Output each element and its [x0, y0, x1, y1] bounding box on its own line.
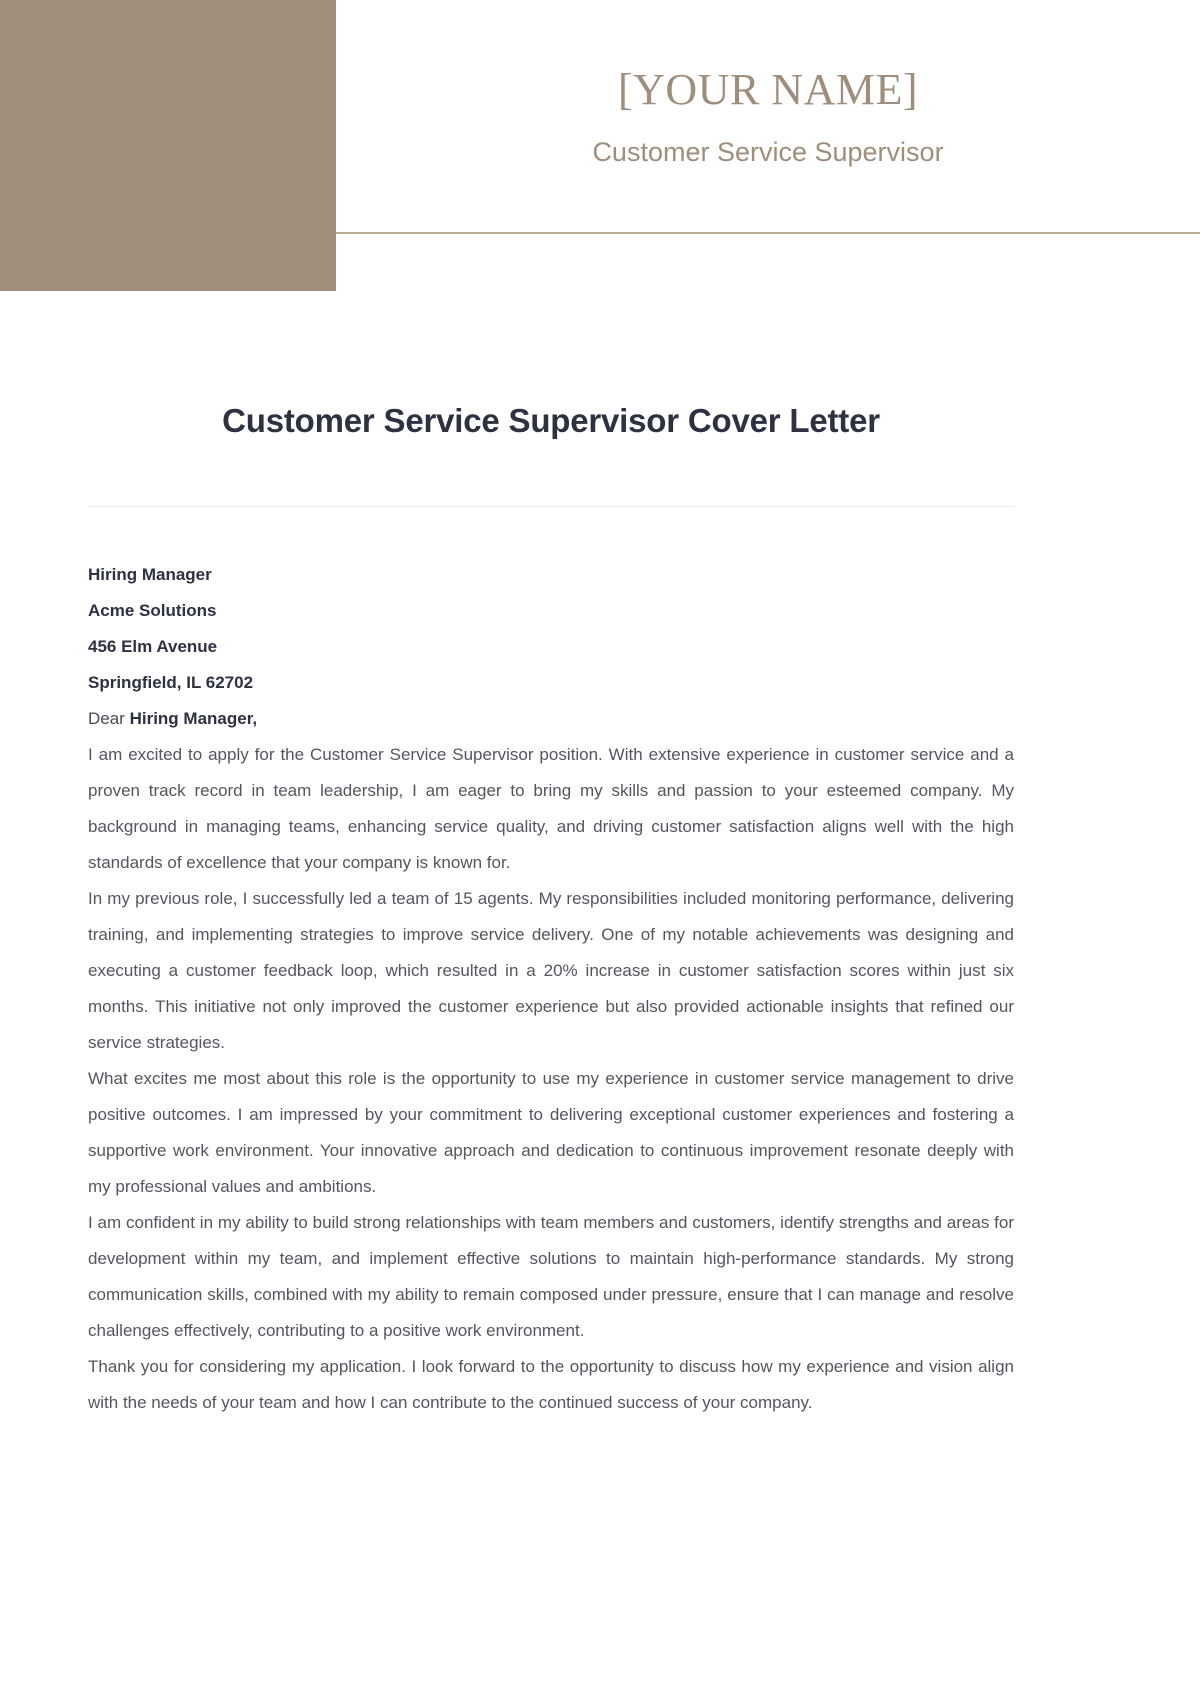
page-title: Customer Service Supervisor Cover Letter [222, 402, 880, 439]
body-paragraph: In my previous role, I successfully led a team of 15 agents. My responsibilities included monitoring performance, delivering training, and implementing strategies to improve service delivery. One of my notable achievements was designing and executing a customer feedback loop, which resulted in a 20% increase in customer satisfaction scores within just six months. This initiative not only improved the customer experience but also provided actionable insights that refined our service strategies. [88, 889, 1014, 1053]
body-paragraph: I am confident in my ability to build strong relationships with team members and customers, identify strengths and areas for development within my team, and implement effective solutions to maintain high-performance standards. My strong communication skills, combined with my ability to remain composed under pressure, ensure that I can manage and resolve challenges effectively, contributing to a positive work environment. [88, 1213, 1014, 1341]
body-paragraph: Thank you for considering my application. I look forward to the opportunity to discuss how my experience and vision align with the needs of your team and how I can contribute to the continued success of your company. [88, 1357, 1014, 1413]
accent-color-block [0, 0, 336, 291]
salutation-recipient-name: Hiring Manager, [129, 709, 258, 729]
recipient-line: 456 Elm Avenue [88, 637, 218, 657]
salutation [88, 701, 1014, 737]
title-divider [88, 506, 1014, 507]
recipient-line: Acme Solutions [88, 601, 217, 621]
applicant-job-title: Customer Service Supervisor [592, 137, 944, 168]
body-paragraph: I am excited to apply for the Customer Service Supervisor position. With extensive experience in customer service and a proven track record in team leadership, I am eager to bring my skills and passion to your esteemed company. My background in managing teams, enhancing service quality, and driving customer satisfaction aligns well with the high standards of excellence that your company is known for. [88, 745, 1014, 873]
recipient-address-block [88, 557, 1014, 701]
salutation-prefix: Dear [88, 709, 130, 729]
letterhead [0, 0, 1200, 292]
applicant-name: [YOUR NAME] [617, 65, 919, 114]
body-paragraph: What excites me most about this role is the opportunity to use my experience in customer service management to drive positive outcomes. I am impressed by your commitment to delivering exceptional customer experiences and fostering a supportive work environment. Your innovative approach and dedication to continuous improvement resonate deeply with my professional values and ambitions. [88, 1069, 1014, 1197]
letterhead-text [336, 0, 1200, 233]
letterhead-divider [336, 232, 1200, 234]
recipient-line: Hiring Manager [88, 565, 212, 585]
letter-content [88, 400, 1014, 1421]
recipient-line: Springfield, IL 62702 [88, 673, 254, 693]
